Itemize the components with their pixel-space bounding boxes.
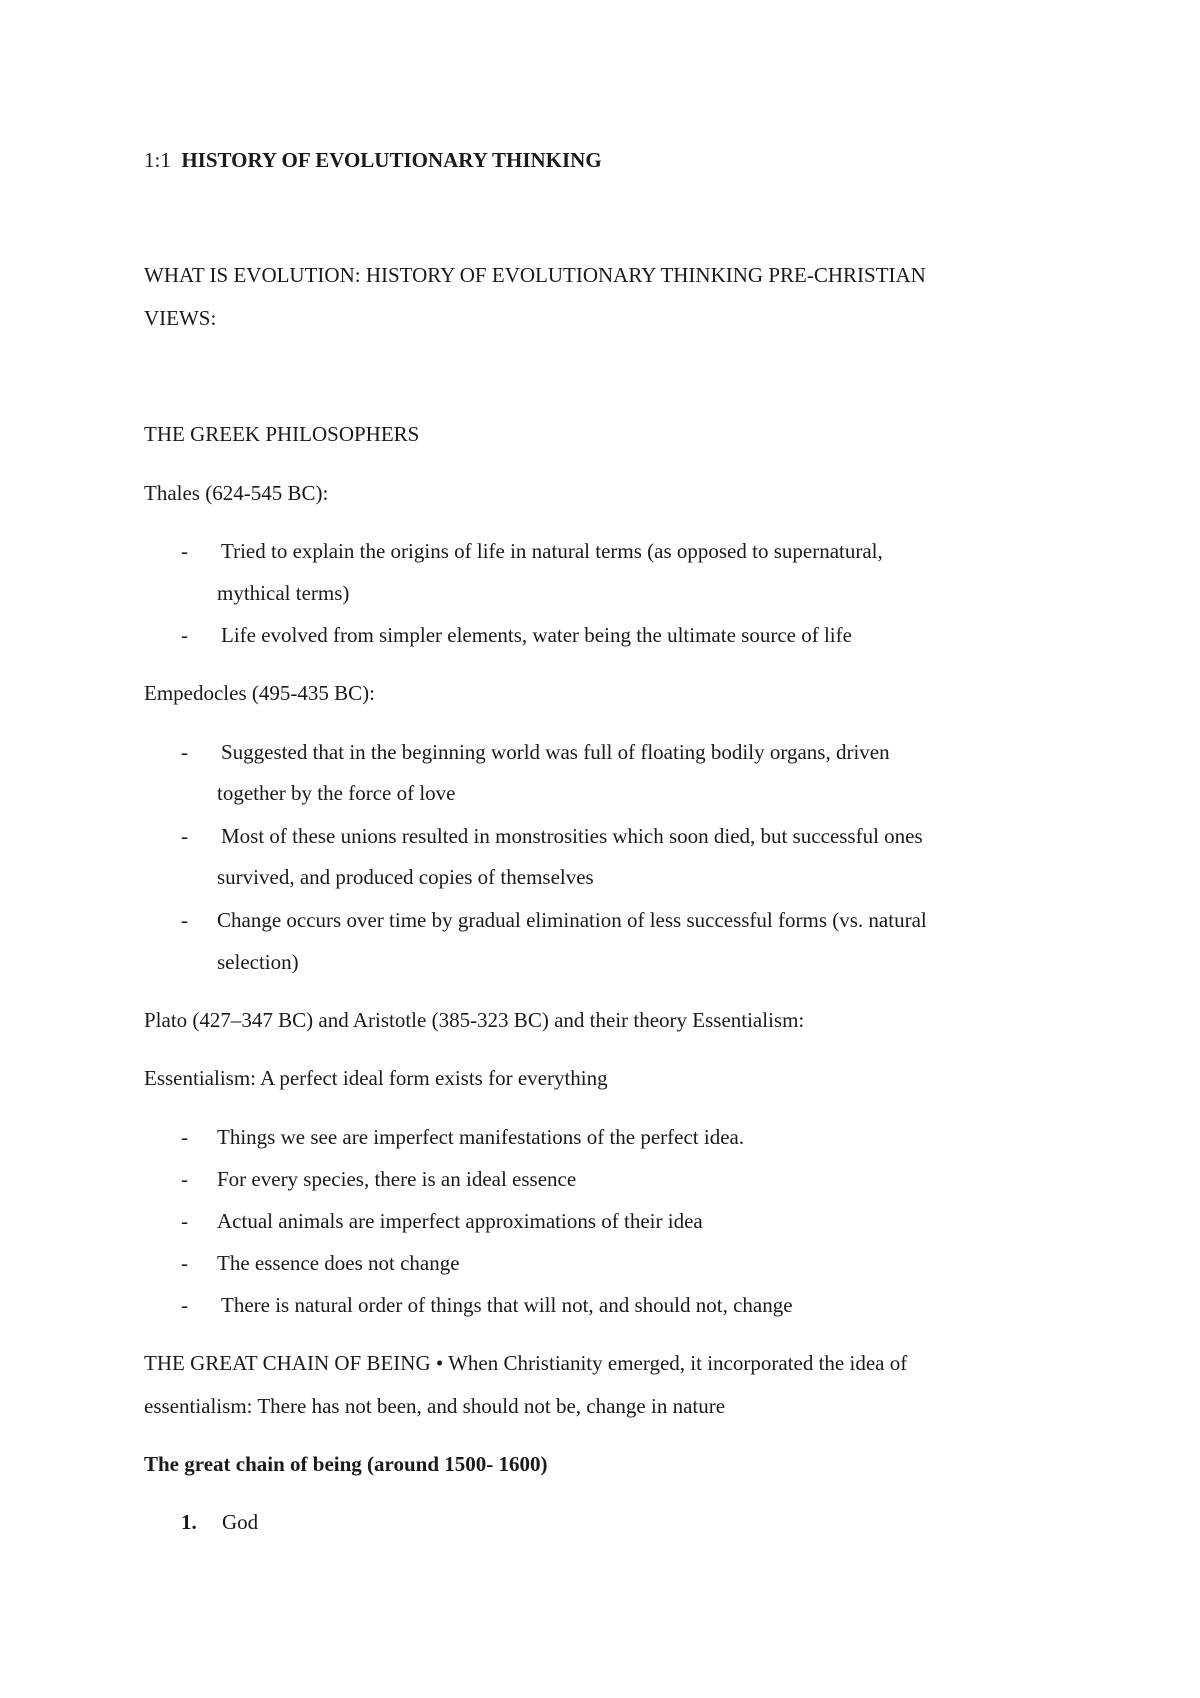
section-heading-greek: THE GREEK PHILOSOPHERS bbox=[144, 422, 420, 446]
bullet-marker: - bbox=[181, 824, 188, 848]
essentialism-bullet-4: The essence does not change bbox=[217, 1251, 460, 1275]
thales-heading: Thales (624-545 BC): bbox=[144, 481, 329, 505]
bullet-marker: - bbox=[181, 623, 188, 647]
subtitle-line-2: VIEWS: bbox=[144, 306, 217, 330]
essentialism-bullet-1: Things we see are imperfect manifestations of the perfect idea. bbox=[217, 1125, 745, 1149]
thales-bullet-1-line-1: Tried to explain the origins of life in natural terms (as opposed to supernatural, bbox=[221, 539, 883, 563]
chain-list-item-god: God bbox=[222, 1510, 259, 1534]
thales-bullet-2: Life evolved from simpler elements, water being the ultimate source of life bbox=[221, 623, 852, 647]
bullet-marker: - bbox=[181, 740, 188, 764]
bullet-marker: - bbox=[181, 1293, 188, 1317]
doc-heading bbox=[144, 146, 602, 174]
empedocles-bullet-1-line-2: together by the force of love bbox=[217, 781, 456, 805]
bullet-marker: - bbox=[181, 1209, 188, 1233]
bullet-marker: - bbox=[181, 1125, 188, 1149]
chain-list-number: 1. bbox=[181, 1510, 197, 1534]
essentialism-bullet-5: There is natural order of things that will not, and should not, change bbox=[221, 1293, 793, 1317]
empedocles-bullet-2-line-2: survived, and produced copies of themselves bbox=[217, 865, 594, 889]
chain-heading: The great chain of being (around 1500- 1600) bbox=[144, 1452, 548, 1476]
empedocles-bullet-2-line-1: Most of these unions resulted in monstrosities which soon died, but successful ones bbox=[221, 824, 923, 848]
plato-aristotle-line: Plato (427–347 BC) and Aristotle (385-323 BC) and their theory Essentialism: bbox=[144, 1008, 805, 1032]
bullet-marker: - bbox=[181, 1251, 188, 1275]
bullet-marker: - bbox=[181, 908, 188, 932]
subtitle-line-1: WHAT IS EVOLUTION: HISTORY OF EVOLUTIONARY THINKING PRE-CHRISTIAN bbox=[144, 263, 926, 287]
empedocles-bullet-3-line-2: selection) bbox=[217, 950, 299, 974]
heading-number: 1:1 bbox=[144, 148, 171, 172]
thales-bullet-1-line-2: mythical terms) bbox=[217, 581, 350, 605]
heading-title: HISTORY OF EVOLUTIONARY THINKING bbox=[181, 148, 602, 172]
empedocles-bullet-1-line-1: Suggested that in the beginning world was full of floating bodily organs, driven bbox=[221, 740, 890, 764]
essentialism-bullet-2: For every species, there is an ideal essence bbox=[217, 1167, 577, 1191]
bullet-marker: - bbox=[181, 1167, 188, 1191]
empedocles-heading: Empedocles (495-435 BC): bbox=[144, 681, 375, 705]
bullet-marker: - bbox=[181, 539, 188, 563]
essentialism-bullet-3: Actual animals are imperfect approximations of their idea bbox=[217, 1209, 703, 1233]
empedocles-bullet-3-line-1: Change occurs over time by gradual elimination of less successful forms (vs. natural bbox=[217, 908, 927, 932]
essentialism-definition: Essentialism: A perfect ideal form exists for everything bbox=[144, 1066, 608, 1090]
chain-paragraph-line-1: THE GREAT CHAIN OF BEING • When Christianity emerged, it incorporated the idea of bbox=[144, 1351, 908, 1375]
chain-paragraph-line-2: essentialism: There has not been, and should not be, change in nature bbox=[144, 1394, 726, 1418]
